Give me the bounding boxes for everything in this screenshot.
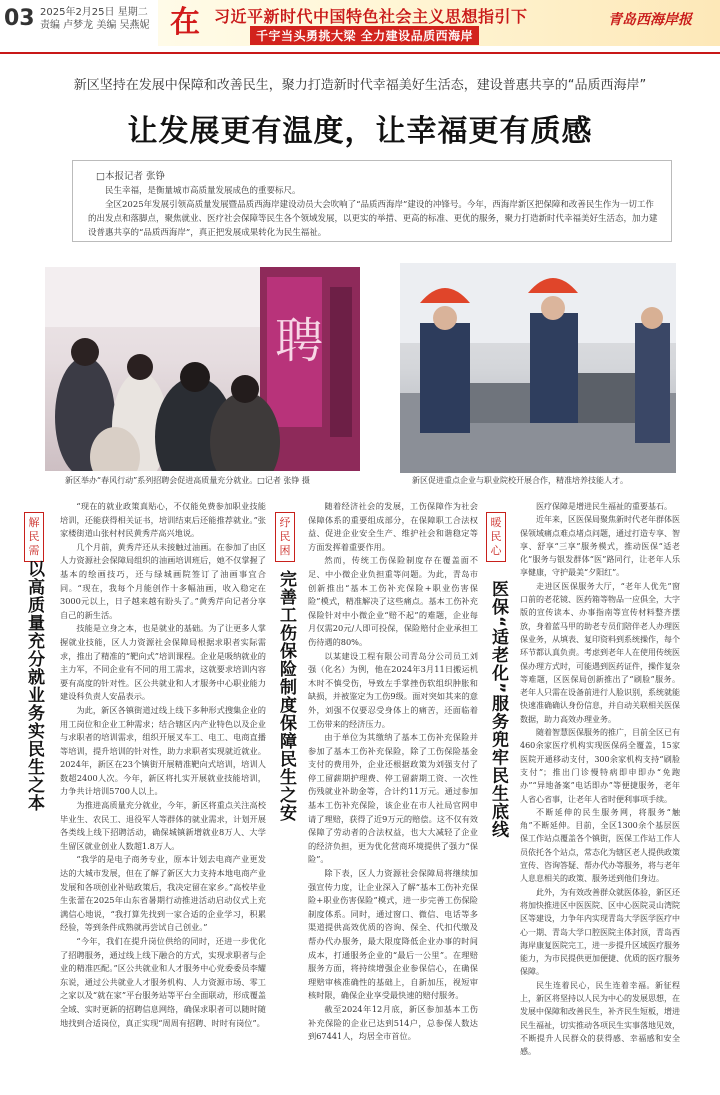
paragraph: 此外，为有效改善群众就医体验，新区还将加快推进区中医医院、区中心医院灵山湾院区等建设，力争年内实现青岛大学医学医疗中心一期、青岛大学口腔医院主体封顶，青岛西海岸康复医院完工，进一步提升区域医疗服务能力，为市民提供更加便捷、优质的医疗服务保障。	[520, 887, 680, 977]
lead-paragraph: 民生幸福，是衡量城市高质量发展成色的重要标尺。	[105, 186, 301, 196]
paragraph: 不断延伸的民生服务网，将服务“触角”不断延伸。目前，全区1300余个基层医保工作站点覆盖各个镇街，医保工作站工作人员依托各个站点，常态化为辖区老人提供政策宣传、咨询答疑、帮办代办等服务，将与老年人息息相关的政策、服务送到他们身边。	[520, 807, 680, 884]
photo-caption: 新区促进重点企业与职业院校开展合作，精准培养技能人才。	[412, 476, 628, 485]
paragraph: 近年来，区医保局聚焦新时代老年群体医保领域痛点难点堵点问题，通过打造专享、智享、舒享“三享”服务模式，推动医保“适老化”服务与银发群体“医”路同行，让老年人乐享健康，守护最美“夕阳红”。	[520, 515, 680, 578]
paragraph: 技能是立身之本，也是就业的基础。为了让更多人掌握就业技能，区人力资源社会保障局根据求职者实际需求，推出了精准的“靶向式”培训课程。企业是吸纳就业的主力军，不同企业有不同的用工需求，这就要求培训内容要有高度的针对性。区公共就业和人才服务中心职业能力建设科负责人安晶表示。	[60, 623, 266, 702]
column-body	[520, 500, 680, 1058]
paragraph: 随着经济社会的发展，工伤保障作为社会保障体系的重要组成部分，在保障职工合法权益、促进企业安全生产、维护社会和谐稳定等方面发挥着重要作用。	[308, 501, 478, 552]
page-number: 03	[4, 6, 35, 31]
editors-line: 责编 卢梦龙 美编 吴燕妮	[40, 20, 150, 31]
section-tag: 纾民困	[275, 512, 295, 562]
paragraph: 为推进高质量充分就业，今年，新区将重点关注高校毕业生、农民工、退役军人等群体的就业需求，计划开展各类线上线下招聘活动，确保城镇新增就业8万人、大学生留区就业创业人数超1.8万人。	[60, 800, 266, 851]
banner-line-2: 千宇当头勇挑大梁 全力建设品质西海岸	[250, 26, 479, 45]
paragraph: 由于单位为其缴纳了基本工伤补充保险并参加了基本工伤补充保险，除了工伤保险基金支付的费用外，企业还根据政策为刘强支付了停工留薪期护理费、停工留薪期工资、一次性伤残就业补助金等，合计约11万元。通过参加基本工伤补充保险，该企业在市人社局官网申请了理赔，获得了近9万元的赔偿。这不仅有效保障了劳动者的合法权益，也大大减轻了企业的经济负担，更为优化营商环境提供了强力“保险”。	[308, 732, 478, 865]
recruit-sign: 聘	[275, 313, 324, 369]
paragraph: 医疗保障是增进民生福祉的重要基石。	[536, 502, 672, 511]
column-title: 以高质量充分就业务实民生之本	[24, 560, 44, 812]
paragraph: 为此，新区各镇街道过线上线下多种形式搜集企业的用工岗位和企业工种需求；结合辖区内产业特色以及企业与求职者的培训需求，组织开展叉车工、电工、电商直播等培训，提升培训的针对性，助力求职者实现就近就业。2024年，新区在23个镇街开展精准靶向式培训，培训人数超2400人次。今年，新区将扎实开展就业技能培训，力争共计培训5700人以上。	[60, 704, 266, 797]
paragraph: “今年，我们在提升岗位供给的同时，还进一步优化了招聘服务，通过线上线下融合的方式，实现求职者与企业的精准匹配。”区公共就业和人才服务中心党委委员李耀东说，通过公共就业人才服务机构、人力资源市场、零工之家以及“就在家”平台服务站等平台全面联动，形成覆盖全域、实时更新的招聘信息网络，确保求职者可以随时随地找到合适岗位，真正实现“周周有招聘、时时有岗位”。	[60, 936, 266, 1028]
column-title: 完善工伤保险制度保障民生之安	[276, 570, 296, 822]
banner-mark: 在	[170, 5, 200, 40]
issue-date: 2025年2月25日 星期二	[40, 7, 148, 18]
reporter-byline: □本报记者 张铮	[96, 171, 165, 182]
job-fair-photo	[45, 267, 360, 471]
article-subtitle: 新区坚持在发展中保障和改善民生，聚力打造新时代幸福美好生活态，建设普惠共享的“品质西海岸”	[73, 78, 647, 93]
photo-caption: 新区举办“春风行动”系列招聘会促进高质量充分就业。□记者 张铮 摄	[65, 476, 310, 485]
paragraph: “我学的是电子商务专业，原本计划去电商产业更发达的大城市发展，但在了解了新区大力支持本地电商产业发展和各项创业补贴政策后，我决定留在家乡。”高校毕业生张蕾在2025年山东省暑期行动推进活动启动仪式上充满信心地说，“我打算先找到一家合适的企业学习，积累经验，等到条件成熟就再尝试自己创业。”	[60, 854, 266, 933]
job-fair-illustration	[45, 267, 360, 471]
paragraph: 以某建设工程有限公司青岛分公司员工刘强（化名）为例，他在2024年3月11日搬运机木时不慎受伤，导致左手掌挫伤软组织肿胀和缺损，并被鉴定为工伤9级。面对突如其来的意外，刘强不仅要忍受身体上的痛苦，还面临着工伤带来的经济压力。	[308, 650, 478, 729]
paragraph: 然而，传统工伤保险制度存在覆盖面不足、中小微企业负担重等问题。为此，青岛市创新推出“基本工伤补充保险+职业伤害保险”模式，精准解决了这些痛点。基本工伤补充保险针对中小微企业“赔不起”的难题，企业每月仅需20元/人即可投保，保险赔付企业承担工伤待遇的80%。	[308, 555, 478, 647]
column-title: 医保“适老化”服务兜牢民生底线	[488, 580, 508, 839]
lead-text	[88, 184, 662, 240]
banner-line-1: 习近平新时代中国特色社会主义思想指引下	[214, 7, 528, 26]
paragraph: 随着智慧医保服务的推广，目前全区已有460余家医疗机构实现医保码全覆盖，15家医院开通移动支付，300余家机构支持“刷脸支付”；推出门诊慢特病即申即办“免跑办”“异地备案”电话即办”等便捷服务，老年人省心省事，让老年人省时便利事项手续。	[520, 728, 680, 804]
paragraph: 除下表，区人力资源社会保障局将继续加强宣传力度，让企业深入了解“基本工伤补充保险+职业伤害保险”模式，进一步完善工伤保险制度体系。同时，通过窗口、微信、电话等多渠道提供高效优质的咨询、保全、代扣代缴及帮办代办服务，最大限度降低企业办事的时间成本，打通服务企业的“最后一公里”。在理赔服务方面，将持续增强企业参保信心，在确保理赔审核准确性的基础上，自新加压，视短审核时限，确保企业享受最快速的赔付服务。	[308, 868, 478, 1001]
section-tag: 解民需	[24, 512, 44, 562]
section-tag: 暖民心	[486, 512, 506, 562]
newspaper-logo: 青岛西海岸报	[608, 12, 692, 28]
training-photo	[400, 263, 676, 473]
paragraph: “现在的就业政策真贴心，不仅能免费参加职业技能培训，还能获得相关证书，培训结束后还能推荐就业。”张家楼街道山张村村民黄秀芹高兴地说。	[60, 501, 266, 539]
training-illustration	[400, 263, 676, 473]
column-body	[308, 500, 478, 1044]
paragraph: 几个月前，黄秀芹还从未接触过油画。在参加了由区人力资源社会保障局组织的油画培训班后，她不仅掌握了基本的绘画技巧，还与绿城画院签订了油画事宜合同。“现在，我每个月能创作十多幅油画，收入稳定在3000元以上，日子越来越有盼头了。”黄秀芹向记者分享自己的新生活。	[60, 541, 266, 620]
issue-meta	[40, 6, 150, 32]
article-title: 让发展更有温度，让幸福更有质感	[127, 114, 593, 149]
lead-paragraph: 全区2025年发展引领高质量发展暨品质西海岸建设动员大会吹响了“品质西海岸”建设的冲锋号。今年，西海岸新区把保障和改善民生作为一切工作的出发点和落脚点，聚焦就业、医疗社会保障等民生各个领域发展，以更实的举措、更高的标准、更优的服务，聚力打造新时代幸福美好生活态，加力建设普惠共享的“品质西海岸”，真正把发展成果转化为民生福祉。	[88, 200, 658, 238]
paragraph: 截至2024年12月底，新区参加基本工伤补充保险的企业已达到514户，总参保人数达到67441人，均居全市首位。	[308, 1003, 478, 1042]
paragraph: 走进区医保服务大厅，“老年人优先”窗口前的老花镜、医药箱等物品一应俱全，大字版的宣传读本、办事指南等宣传材料整齐摆放，身着蓝马甲的助老专员们陪伴老人办理医保业务，从填表、复印资料到系统操作，每个环节都认真负责。考虑到老年人在使用传统医保办理方式时，可能遇到医药证件，操作复杂等难题，区医保局创新推出了“刷脸”服务。老年人只需在设备前进行人脸识别，系统就能快速准确确认身份信息，并自动关联相关医保数据，助力高效办理业务。	[520, 581, 680, 724]
column-body	[60, 500, 266, 1030]
header-rule	[0, 52, 720, 54]
paragraph: 民生连着民心，民生连着幸福。新征程上，新区将坚持以人民为中心的发展思想，在发展中保障和改善民生，补齐民生短板，增进民生福祉，切实推动各项民生实事落地见效，不断提升人民群众的获得感、幸福感和安全感。	[520, 980, 680, 1057]
